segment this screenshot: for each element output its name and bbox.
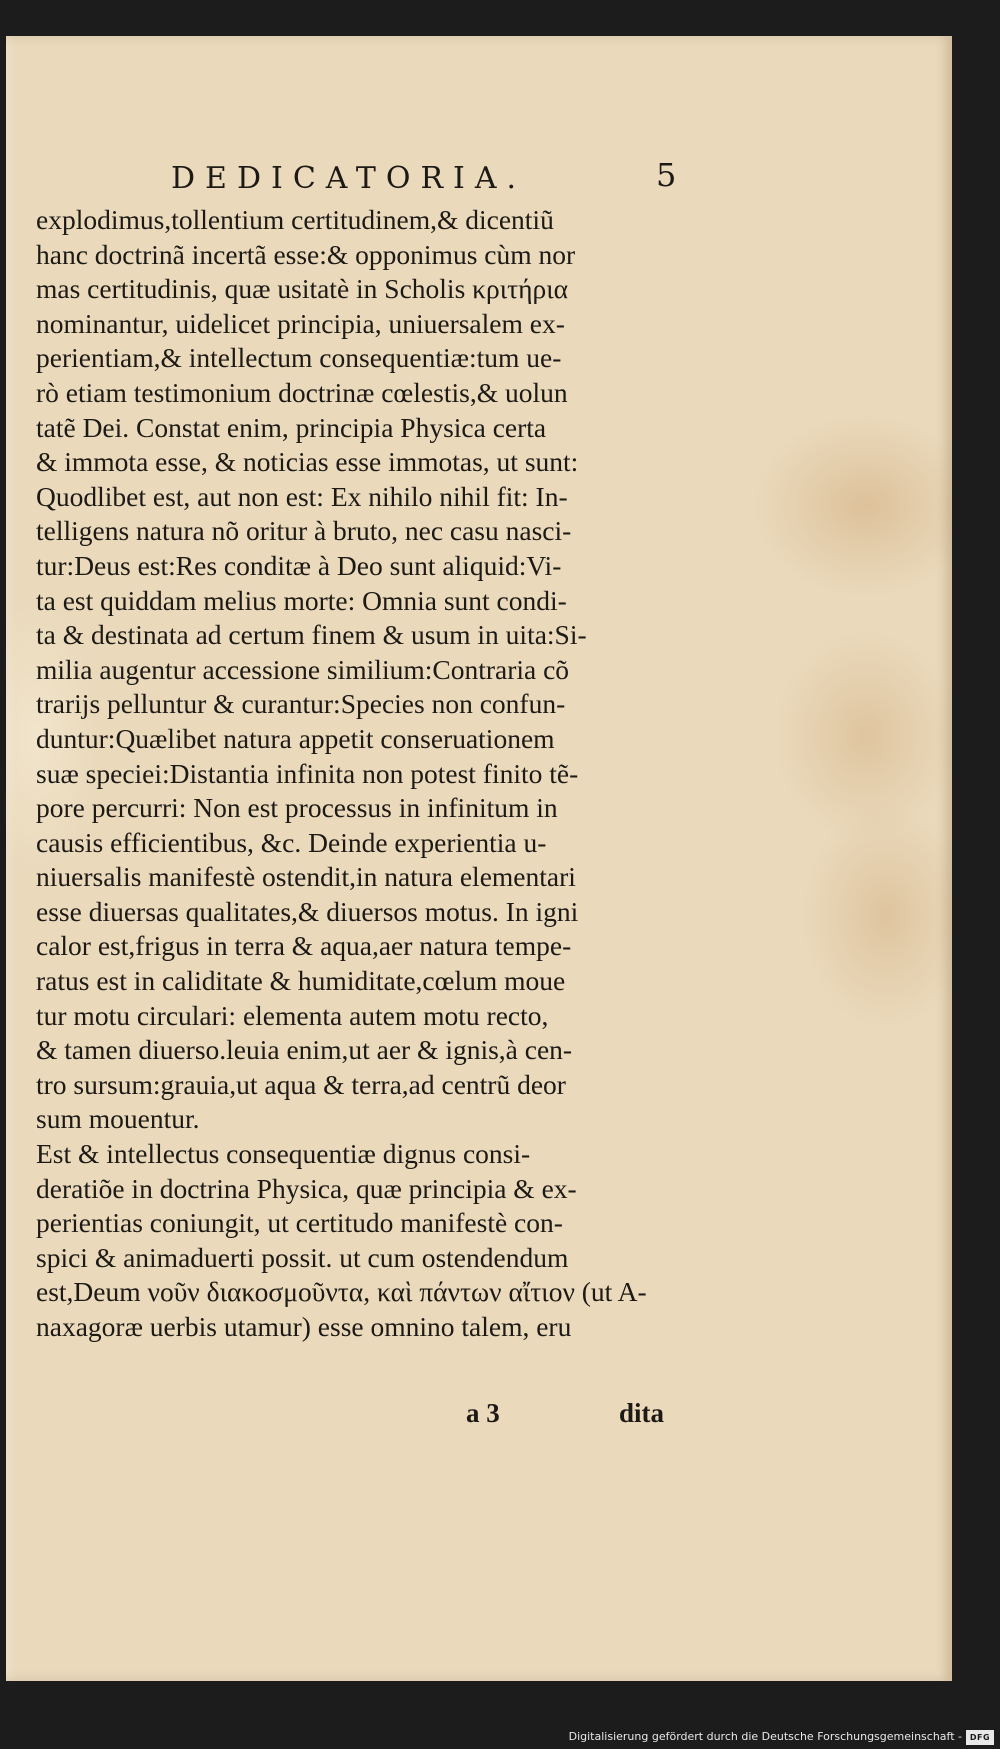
text-line: sum mouentur. bbox=[36, 1103, 200, 1135]
text-line: & immota esse, & noticias esse immotas, ut sunt: bbox=[36, 446, 579, 478]
text-line: rò etiam testimonium doctrinæ cœlestis,& uolun bbox=[36, 376, 568, 408]
signature-mark: a 3 bbox=[466, 1398, 500, 1428]
text-line: tur motu circulari: elementa autem motu recto, bbox=[36, 999, 549, 1031]
text-line: ta est quiddam melius morte: Omnia sunt condi- bbox=[36, 584, 567, 616]
body-text bbox=[36, 203, 676, 1345]
text-line: deratiõe in doctrina Physica, quæ principia & ex- bbox=[36, 1172, 577, 1204]
text-line: trarijs pelluntur & curantur:Species non confun- bbox=[36, 688, 566, 720]
text-line: Est & intellectus consequentiæ dignus consi- bbox=[36, 1138, 531, 1170]
text-line: duntur:Quælibet natura appetit conseruationem bbox=[36, 722, 555, 754]
text-line: telligens natura nõ oritur à bruto, nec casu nasci- bbox=[36, 515, 572, 547]
text-line: explodimus,tollentium certitudinem,& dicentiũ bbox=[36, 204, 554, 235]
text-line: hanc doctrinã incertã esse:& opponimus cùm nor bbox=[36, 238, 576, 270]
text-line: Quodlibet est, aut non est: Ex nihilo nihil fit: In- bbox=[36, 480, 568, 512]
text-line: perientias coniungit, ut certitudo manifestè con- bbox=[36, 1207, 563, 1239]
page-number: 5 bbox=[656, 156, 677, 194]
catchword: dita bbox=[619, 1398, 665, 1428]
text-line: esse diuersas qualitates,& diuersos motus. In igni bbox=[36, 895, 579, 927]
text-line: mas certitudinis, quæ usitatè in Scholis κριτήρια bbox=[36, 273, 569, 305]
digitization-credit: Digitalisierung gefördert durch die Deutsche Forschungsgemeinschaft - bbox=[568, 1730, 962, 1743]
dfg-logo-icon: DFG bbox=[966, 1730, 994, 1745]
text-line: calor est,frigus in terra & aqua,aer natura tempe- bbox=[36, 930, 572, 962]
text-line: tatẽ Dei. Constat enim, principia Physica certa bbox=[36, 411, 547, 443]
text-line: est,Deum νοῦν διακοσμοῦντα, καὶ πάντων αἴτιον (ut A- bbox=[36, 1276, 647, 1308]
text-line: suæ speciei:Distantia infinita non potest finito tẽ- bbox=[36, 757, 579, 789]
text-line: spici & animaduerti possit. ut cum ostendendum bbox=[36, 1241, 569, 1273]
text-line: & tamen diuerso.leuia enim,ut aer & ignis,à cen- bbox=[36, 1034, 573, 1066]
text-line: perientiam,& intellectum consequentiæ:tum ue- bbox=[36, 342, 562, 374]
text-line: tur:Deus est:Res conditæ à Deo sunt aliquid:Vi- bbox=[36, 549, 562, 581]
text-line: niuersalis manifestè ostendit,in natura elementari bbox=[36, 861, 576, 893]
catchline bbox=[36, 1398, 676, 1432]
book-page bbox=[6, 36, 952, 1681]
text-line: pore percurri: Non est processus in infinitum in bbox=[36, 792, 558, 824]
text-line: ratus est in caliditate & humiditate,cœlum moue bbox=[36, 965, 566, 997]
text-line: nominantur, uidelicet principia, uniuersalem ex- bbox=[36, 307, 565, 339]
text-line: milia augentur accessione similium:Contraria cõ bbox=[36, 653, 570, 685]
text-line: naxagoræ uerbis utamur) esse omnino talem, eru bbox=[36, 1311, 572, 1342]
text-line: causis efficientibus, &c. Deinde experientia u- bbox=[36, 826, 547, 858]
running-head: DEDICATORIA. bbox=[171, 161, 527, 196]
text-line: tro sursum:grauia,ut aqua & terra,ad centrũ deor bbox=[36, 1068, 566, 1100]
text-line: ta & destinata ad certum finem & usum in uita:Si- bbox=[36, 619, 587, 651]
